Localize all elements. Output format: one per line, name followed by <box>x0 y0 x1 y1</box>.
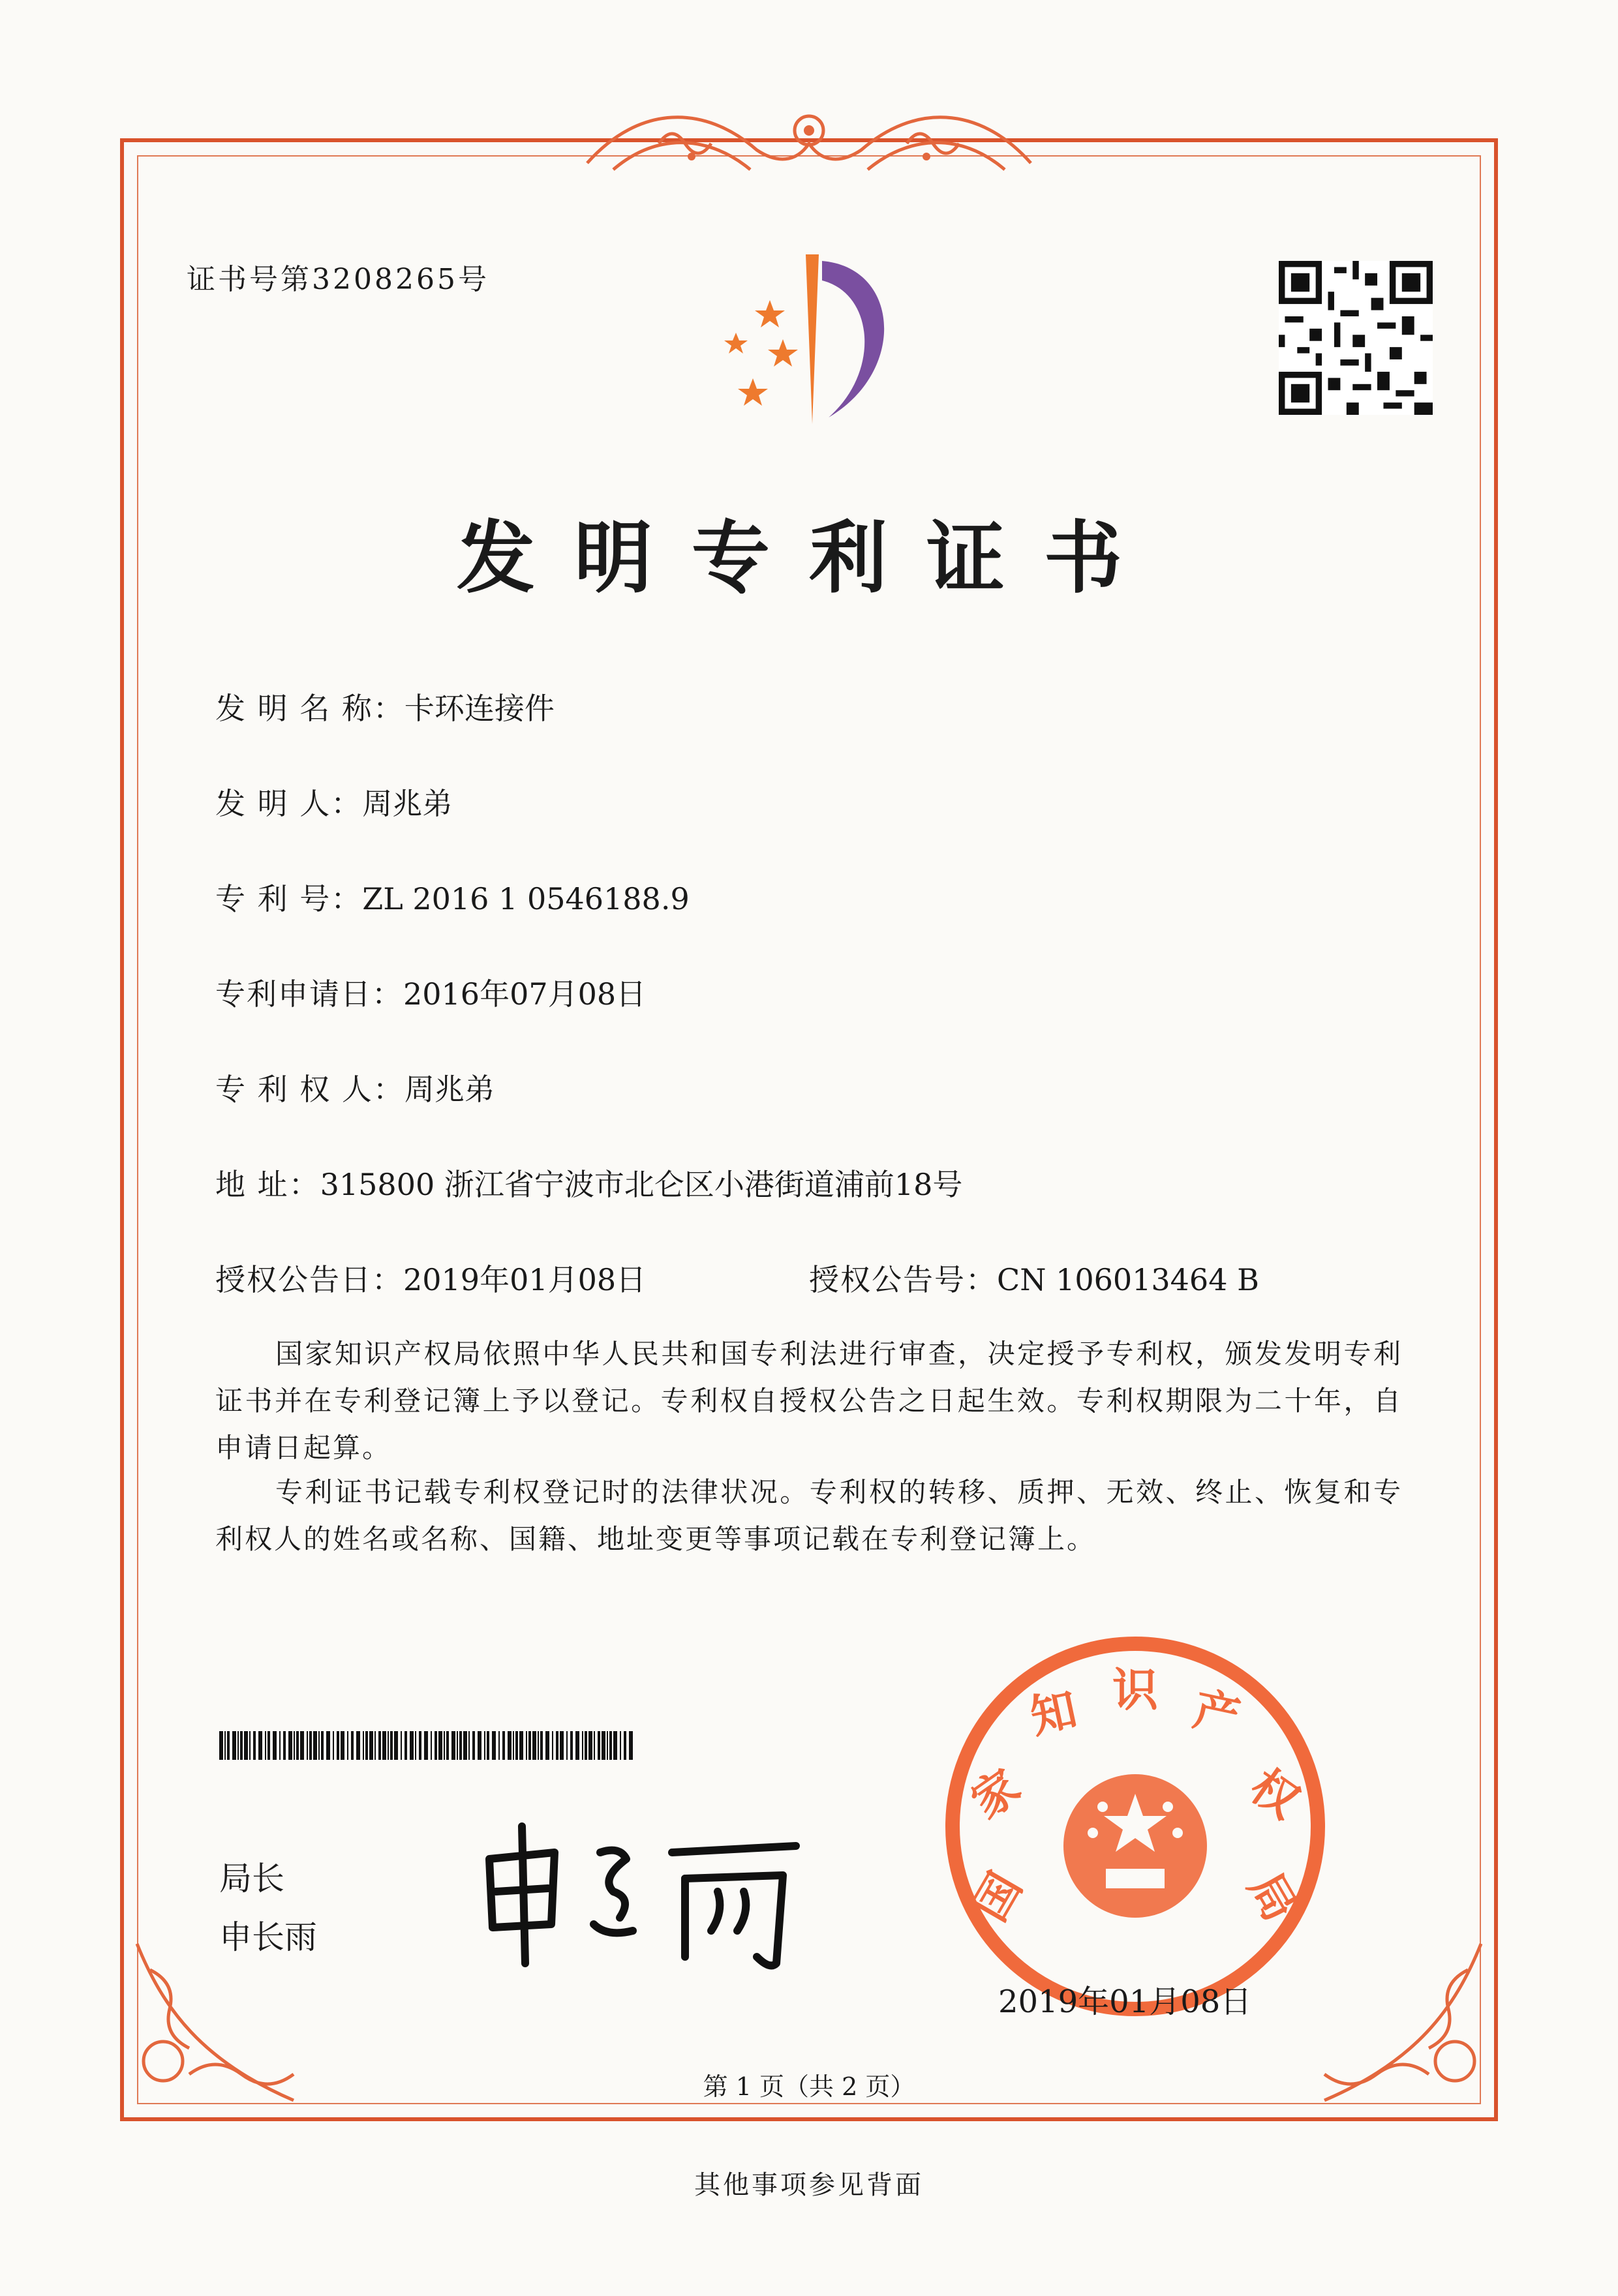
svg-text:国: 国 <box>963 1864 1033 1930</box>
field-label: 地 址： <box>215 1167 320 1202</box>
page-title: 发明专利证书 <box>457 513 1161 604</box>
ornamental-crest <box>561 91 1057 189</box>
field-grant-number <box>809 1256 1259 1299</box>
field-inventor <box>215 780 452 823</box>
field-filing-date <box>215 971 646 1014</box>
footer-note: 其他事项参见背面 <box>694 2170 924 2200</box>
field-label: 发 明 名 称： <box>215 691 404 726</box>
field-patent-number <box>215 875 690 918</box>
field-label: 专 利 权 人： <box>215 1072 404 1107</box>
field-value: 315800 浙江省宁波市北仑区小港街道浦前18号 <box>320 1167 963 1202</box>
certificate-number: 证书号第3208265号 <box>187 263 489 296</box>
field-value: CN 106013464 B <box>997 1262 1259 1297</box>
field-label: 授权公告号： <box>809 1262 997 1297</box>
field-label: 专 利 号： <box>215 881 363 916</box>
field-patentee <box>215 1066 495 1109</box>
field-label: 专利申请日： <box>215 976 403 1012</box>
field-value: 2019年01月08日 <box>403 1262 647 1297</box>
field-value: 卡环连接件 <box>404 691 555 726</box>
svg-text:权: 权 <box>1240 1759 1309 1830</box>
page-number: 第 1 页（共 2 页） <box>703 2072 915 2101</box>
svg-text:知: 知 <box>1026 1682 1082 1744</box>
svg-text:家: 家 <box>962 1759 1030 1830</box>
field-label: 授权公告日： <box>215 1262 403 1297</box>
field-invention-name <box>215 685 555 728</box>
patent-office-logo <box>692 241 939 437</box>
qr-code <box>1279 261 1433 415</box>
official-seal <box>939 1631 1331 2022</box>
field-address <box>215 1161 962 1204</box>
director-title: 局长 <box>219 1860 284 1897</box>
legal-paragraph-2: 专利证书记载专利权登记时的法律状况。专利权的转移、质押、无效、终止、恢复和专利权人的姓名或名称、国籍、地址变更等事项记载在专利登记簿上。 <box>215 1476 1403 1555</box>
legal-paragraph-1: 国家知识产权局依照中华人民共和国专利法进行审查，决定授予专利权，颁发发明专利证书并在专利登记簿上予以登记。专利权自授权公告之日起生效。专利权期限为二十年，自申请日起算。 <box>215 1338 1403 1464</box>
field-value: ZL 2016 1 0546188.9 <box>362 881 690 916</box>
field-grant-date <box>215 1256 646 1299</box>
field-label: 发 明 人： <box>215 786 363 821</box>
svg-text:局: 局 <box>1238 1864 1307 1930</box>
svg-text:识: 识 <box>1112 1663 1158 1717</box>
seal-date: 2019年01月08日 <box>998 1984 1252 2020</box>
svg-text:产: 产 <box>1189 1682 1245 1744</box>
barcode <box>219 1731 637 1760</box>
director-signature <box>470 1813 809 1970</box>
director-name: 申长雨 <box>219 1918 317 1956</box>
field-value: 周兆弟 <box>362 786 453 821</box>
field-value: 2016年07月08日 <box>403 976 647 1012</box>
field-value: 周兆弟 <box>404 1072 495 1107</box>
